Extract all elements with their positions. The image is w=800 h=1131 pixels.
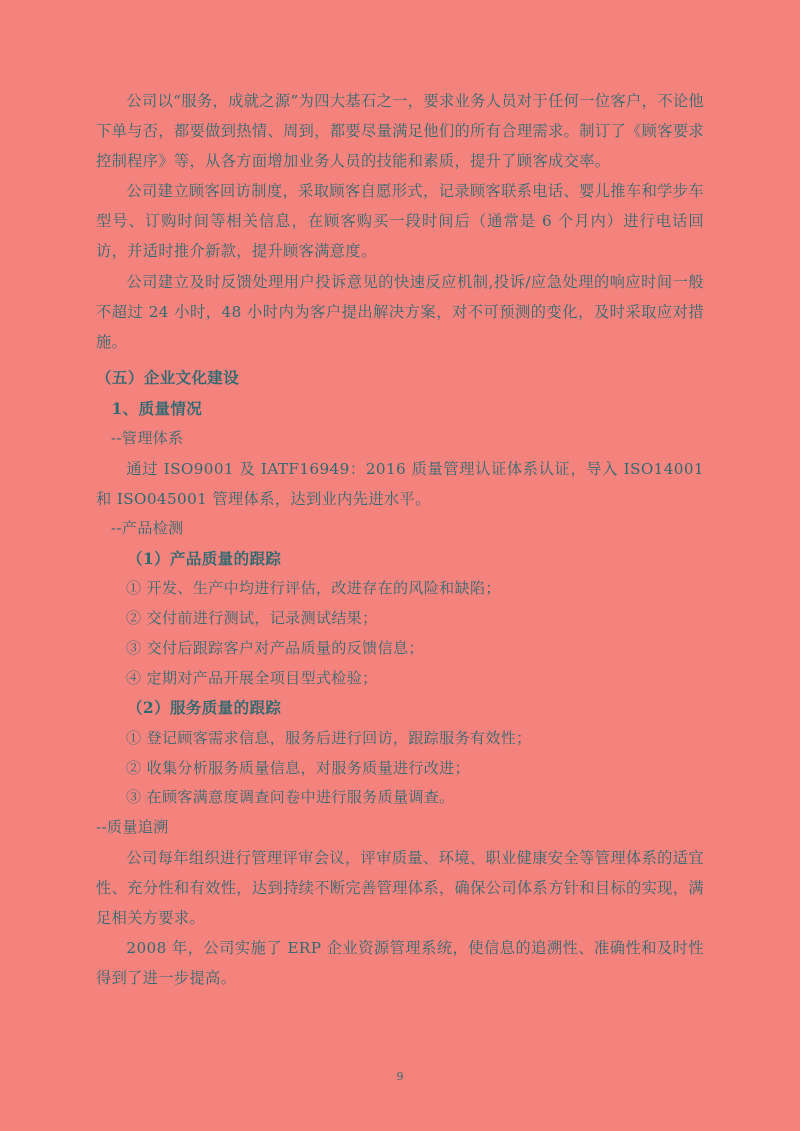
page-number: 9	[396, 1070, 404, 1083]
document-body	[96, 86, 704, 993]
list-item: ① 登记顾客需求信息，服务后进行回访，跟踪服务有效性；	[126, 728, 532, 747]
paragraph: --管理体系	[111, 429, 184, 448]
list-item: ③ 交付后跟踪客户对产品质量的反馈信息；	[126, 638, 424, 657]
list-item: ① 开发、生产中均进行评估，改进存在的风险和缺陷；	[126, 579, 501, 598]
section-heading: （1）产品质量的跟踪	[127, 548, 282, 568]
paragraph: 公司建立顾客回访制度，采取顾客自愿形式，记录顾客联系电话、婴儿推车和学步车型号、订购时间等相关信息，在顾客购买一段时间后（通常是 6 个月内）进行电话回访，并适时推介新款，提升顾客满意度。	[96, 182, 704, 261]
list-item: ③ 在顾客满意度调查问卷中进行服务质量调查。	[126, 788, 455, 807]
paragraph: 公司每年组织进行管理评审会议，评审质量、环境、职业健康安全等管理体系的适宜性、充分性和有效性，达到持续不断完善管理体系，确保公司体系方针和目标的实现，满足相关方要求。	[96, 848, 704, 927]
list-item: ② 收集分析服务质量信息，对服务质量进行改进；	[126, 758, 470, 777]
section-heading: 1、质量情况	[111, 398, 203, 418]
paragraph: 公司以“服务，成就之源”为四大基石之一，要求业务人员对于任何一位客户，不论他下单与否，都要做到热情、周到，都要尽量满足他们的所有合理需求。制订了《顾客要求控制程序》等，从各方面增加业务人员的技能和素质，提升了顾客成交率。	[96, 92, 704, 171]
section-heading: （2）服务质量的跟踪	[127, 698, 282, 718]
paragraph: 2008 年，公司实施了 ERP 企业资源管理系统，使信息的追溯性、准确性和及时性得到了进一步提高。	[96, 938, 704, 988]
paragraph: --产品检测	[111, 519, 184, 538]
list-item: ② 交付前进行测试，记录测试结果；	[126, 609, 378, 628]
section-heading: （五）企业文化建设	[96, 367, 240, 387]
paragraph: 公司建立及时反馈处理用户投诉意见的快速反应机制,投诉/应急处理的响应时间一般不超过 24 小时，48 小时内为客户提出解决方案，对不可预测的变化，及时采取应对措施。	[96, 272, 704, 351]
paragraph: 通过 ISO9001 及 IATF16949：2016 质量管理认证体系认证，导入 ISO14001 和 ISO045001 管理体系，达到业内先进水平。	[96, 459, 704, 508]
list-item: ④ 定期对产品开展全项目型式检验；	[126, 668, 378, 687]
paragraph: --质量追溯	[96, 817, 169, 836]
